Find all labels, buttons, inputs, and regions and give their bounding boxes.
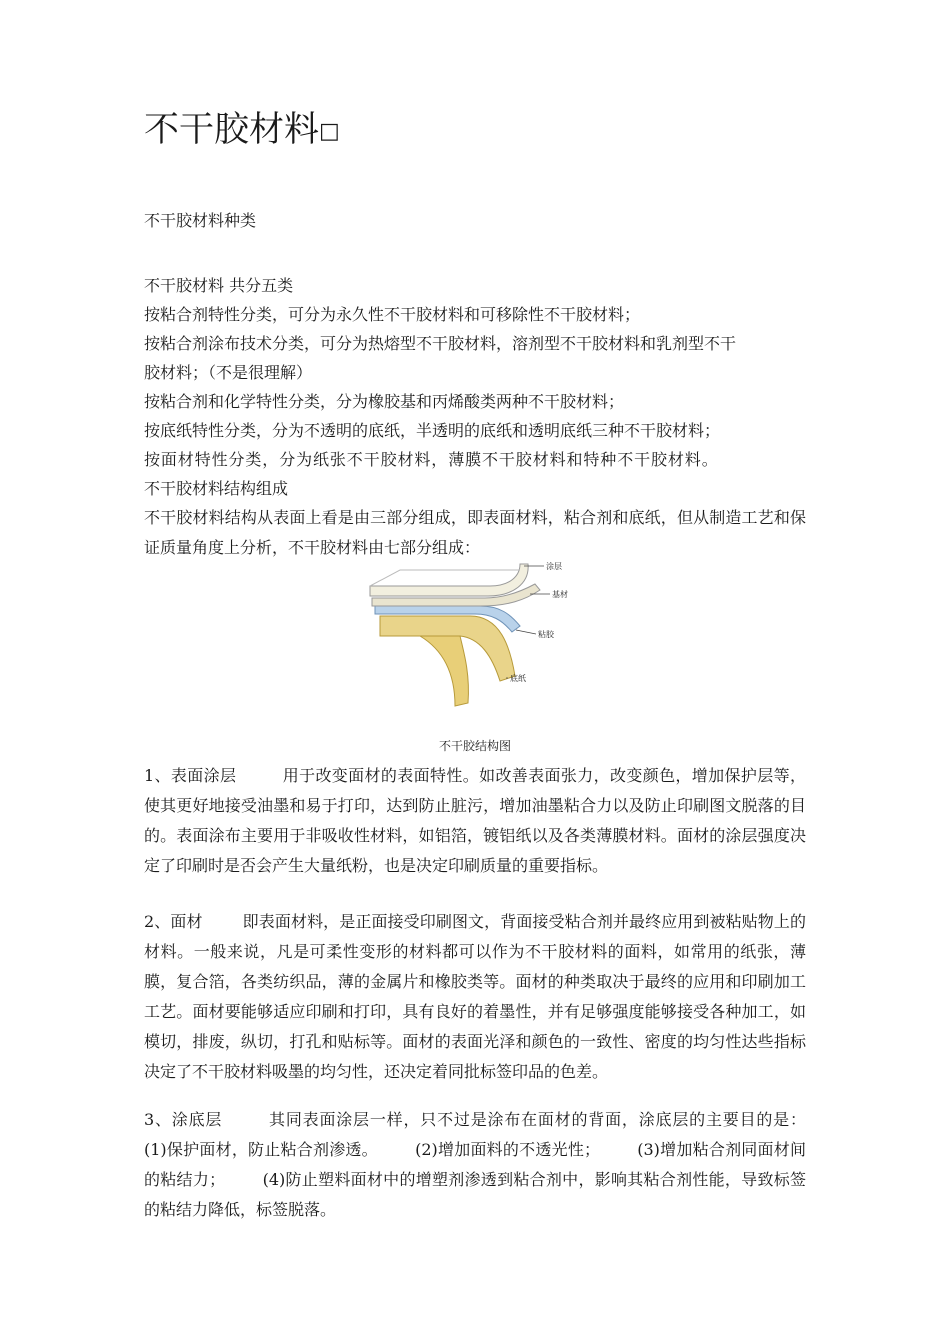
item3-heading: 3、涂底层 — [144, 1110, 223, 1129]
item3-paragraph — [144, 1105, 842, 1225]
class-intro: 不干胶材料 共分五类 — [144, 276, 294, 295]
class-line: 胶材料；（不是很理解） — [144, 363, 313, 382]
missing-glyph: □ — [319, 119, 340, 144]
figure-label-adhesive: 粘胶 — [538, 630, 554, 639]
class-line: 按面材特性分类，分为纸张不干胶材料，薄膜不干胶材料和特种不干胶材料。 — [144, 450, 719, 469]
class-line: 按底纸特性分类，分为不透明的底纸，半透明的底纸和透明底纸三种不干胶材料； — [144, 421, 721, 440]
page-title-text: 不干胶材料 — [144, 110, 320, 150]
section-heading-types: 不干胶材料种类 — [144, 211, 257, 230]
layer-structure-figure — [360, 556, 590, 716]
class-line: 按粘合剂特性分类，可分为永久性不干胶材料和可移除性不干胶材料； — [144, 305, 641, 324]
item1-heading: 1、表面涂层 — [144, 766, 237, 785]
figure-label-backing: 底纸 — [510, 674, 526, 683]
figure-label-coating: 涂层 — [546, 562, 562, 571]
structure-paragraph: 不干胶材料结构从表面上看是由三部分组成，即表面材料，粘合剂和底纸，但从制造工艺和保证质量角度上分析，不干胶材料由七部分组成： — [144, 508, 806, 557]
class-line: 按粘合剂涂布技术分类，可分为热熔型不干胶材料，溶剂型不干胶材料和乳剂型不干 — [144, 334, 737, 353]
figure-caption: 不干胶结构图 — [438, 739, 511, 753]
page-title — [144, 108, 340, 154]
figure-label-base: 基材 — [552, 590, 568, 599]
item2-heading: 2、面材 — [144, 912, 203, 931]
item1-text: 用于改变面材的表面特性。如改善表面张力，改变颜色，增加保护层等，使其更好地接受油墨和易于打印，达到防止脏污，增加油墨粘合力以及防止印刷图文脱落的目的。表面涂布主要用于非吸收性材料，如铝箔，镀铝纸以及各类薄膜材料。面材的涂层强度决定了印刷时是否会产生大量纸粉，也是决定印刷质量的重要指标。 — [144, 766, 806, 875]
item3-text: 其同表面涂层一样，只不过是涂布在面材的背面，涂底层的主要目的是： (1)保护面材，防止粘合剂渗透。 (2)增加面料的不透光性； (3)增加粘合剂同面材间的粘结力； (4)防止塑料面材中的增塑剂渗透到粘合剂中，影响其粘合剂性能，导致标签的粘结力降低，标签脱落。 — [144, 1110, 842, 1219]
class-line: 按粘合剂和化学特性分类，分为橡胶基和丙烯酸类两种不干胶材料； — [144, 392, 625, 411]
item2-text: 即表面材料，是正面接受印刷图文，背面接受粘合剂并最终应用到被粘贴物上的材料。一般来说，凡是可柔性变形的材料都可以作为不干胶材料的面料，如常用的纸张，薄膜，复合箔，各类纺织品，薄的金属片和橡胶类等。面材的种类取决于最终的应用和印刷加工工艺。面材要能够适应印刷和打印，具有良好的着墨性，并有足够强度能够接受各种加工，如模切，排废，纵切，打孔和贴标等。面材的表面光泽和颜色的一致性、密度的均匀性达些指标决定了不干胶材料吸墨的均匀性，还决定着同批标签印品的色差。 — [144, 912, 806, 1081]
coating-layer — [370, 564, 528, 596]
item2-paragraph — [144, 907, 806, 1087]
section-heading-structure: 不干胶材料结构组成 — [144, 479, 289, 498]
item1-paragraph — [144, 761, 806, 881]
